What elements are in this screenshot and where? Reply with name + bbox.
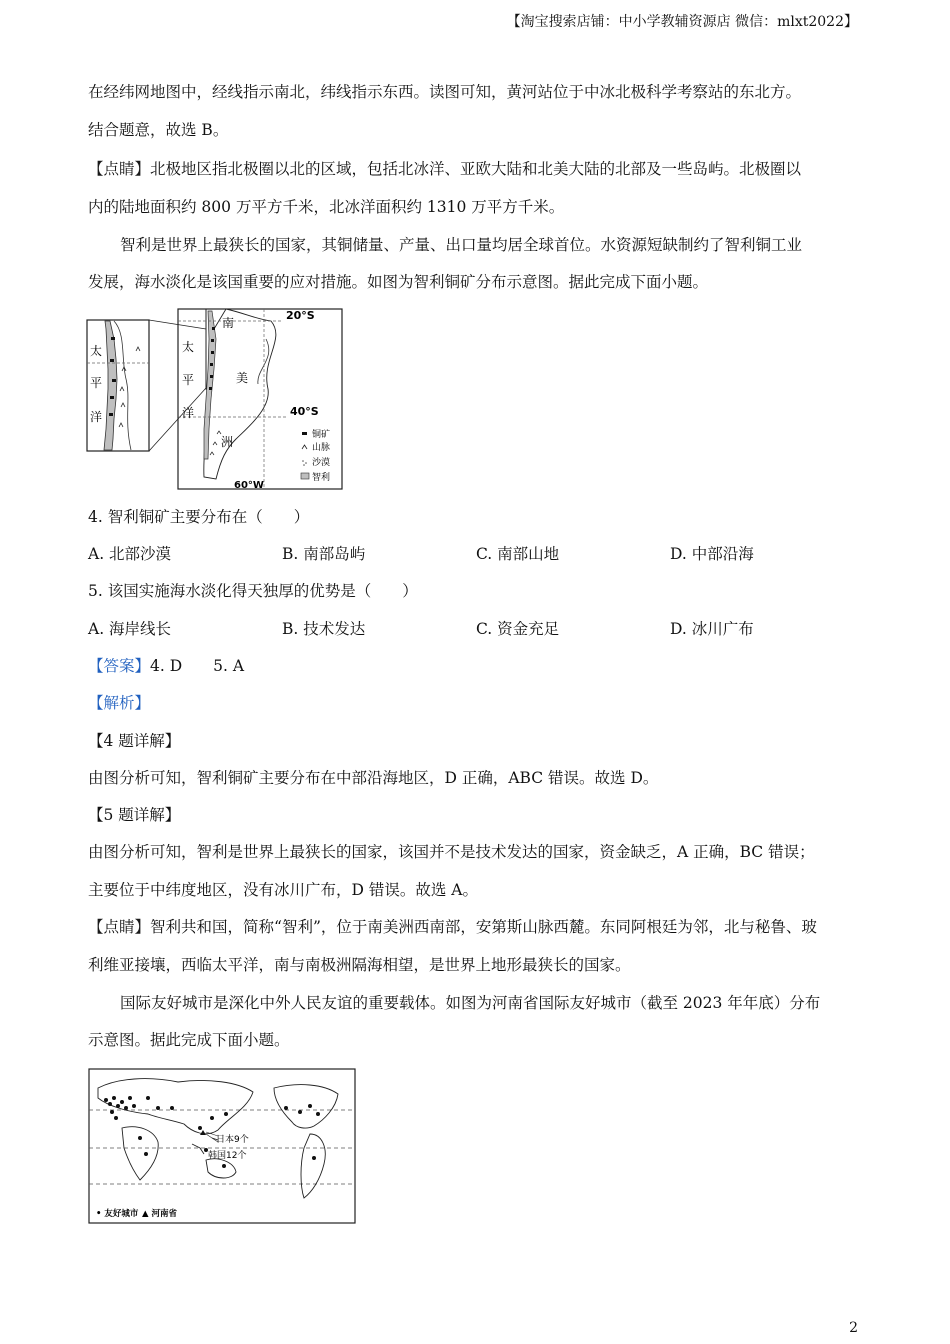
q4-stem: 4. 智利铜矿主要分布在（ ） (88, 508, 310, 526)
intro3-line1: 国际友好城市是深化中外人民友谊的重要载体。如图为河南省国际友好城市（截至 2023 年年底）分布 (120, 994, 821, 1012)
legend-desert: 沙漠 (312, 458, 331, 468)
dianjing2-line1 (88, 915, 817, 937)
page-number: 2 (849, 1320, 858, 1336)
q5-option-c: C. 资金充足 (476, 620, 560, 638)
detail5-line1: 由图分析可知，智利是世界上最狭长的国家，该国并不是技术发达的国家，资金缺乏，A 正确，BC 错误； (88, 843, 815, 861)
yang-label: 洋 (182, 406, 195, 420)
detail5-tag: 【5 题详解】 (88, 806, 181, 824)
legend-sister-city: • 友好城市 (96, 1209, 139, 1219)
legend-henan: ▲ 河南省 (142, 1209, 177, 1219)
dianjing1-text1: 北极地区指北极圈以北的区域，包括北冰洋、亚欧大陆和北美大陆的北部及一些岛屿。北极圈以 (150, 160, 802, 178)
world-sister-city-map (88, 1068, 356, 1224)
intro2-line1: 智利是世界上最狭长的国家，其铜储量、产量、出口量均居全球首位。水资源短缺制约了智利铜工业 (120, 236, 803, 254)
para1-line2: 结合题意，故选 B。 (88, 121, 229, 139)
q5-option-b: B. 技术发达 (282, 620, 366, 638)
japan-label: 日本9个 (216, 1135, 249, 1145)
chile-copper-map (86, 299, 344, 490)
left-yang-label: 洋 (90, 410, 103, 424)
answer-line (88, 654, 244, 676)
detail5-line2: 主要位于中纬度地区，没有冰川广布，D 错误。故选 A。 (88, 881, 478, 899)
nan-label: 南 (222, 316, 235, 330)
legend-copper: 铜矿 (312, 430, 331, 440)
left-tai-label: 太 (90, 344, 103, 358)
dianjing2-line2: 利维亚接壤，西临太平洋，南与南极洲隔海相望，是世界上地形最狭长的国家。 (88, 956, 631, 974)
dianjing1-line2: 内的陆地面积约 800 万平方千米，北冰洋面积约 1310 万平方千米。 (88, 198, 565, 216)
q4-option-a: A. 北部沙漠 (88, 545, 172, 563)
answer-text: 4. D 5. A (150, 657, 245, 675)
zhou-label: 洲 (221, 435, 234, 449)
tai-label: 太 (182, 340, 195, 354)
lat-20s-label: 20°S (286, 309, 315, 322)
dianjing1-tag: 【点睛】 (88, 160, 151, 178)
detail4-tag: 【4 题详解】 (88, 732, 181, 750)
answer-tag: 【答案】 (88, 657, 151, 675)
dianjing2-text1: 智利共和国，简称“智利”，位于南美洲西南部，安第斯山脉西麓。东同阿根廷为邻，北与秘鲁、玻 (150, 918, 817, 936)
dianjing1-line1 (88, 157, 801, 179)
q5-stem: 5. 该国实施海水淡化得天独厚的优势是（ ） (88, 582, 418, 600)
left-ping-label: 平 (90, 376, 103, 390)
detail4-text: 由图分析可知，智利铜矿主要分布在中部沿海地区，D 正确，ABC 错误。故选 D。 (88, 769, 659, 787)
intro3-line2: 示意图。据此完成下面小题。 (88, 1031, 290, 1049)
intro2-line2: 发展，海水淡化是该国重要的应对措施。如图为智利铜矿分布示意图。据此完成下面小题。 (88, 273, 709, 291)
q4-option-b: B. 南部岛屿 (282, 545, 366, 563)
q5-option-d: D. 冰川广布 (670, 620, 754, 638)
legend-chile: 智利 (312, 473, 331, 483)
q4-option-c: C. 南部山地 (476, 545, 560, 563)
korea-label: 韩国12个 (208, 1151, 247, 1161)
q5-option-a: A. 海岸线长 (88, 620, 172, 638)
page-header: 【淘宝搜索店铺：中小学教辅资源店 微信：mlxt2022】 (506, 14, 858, 30)
q4-option-d: D. 中部沿海 (670, 545, 754, 563)
lon-60w-label: 60°W (234, 480, 264, 490)
para1-line1: 在经纬网地图中，经线指示南北，纬线指示东西。读图可知，黄河站位于中冰北极科学考察站的东北方。 (88, 83, 802, 101)
mei-label: 美 (236, 371, 249, 385)
ping-label: 平 (182, 373, 195, 387)
analysis-tag: 【解析】 (88, 694, 151, 712)
dianjing2-tag: 【点睛】 (88, 918, 151, 936)
legend-mountain: 山脉 (312, 443, 331, 453)
lat-40s-label: 40°S (290, 405, 319, 418)
